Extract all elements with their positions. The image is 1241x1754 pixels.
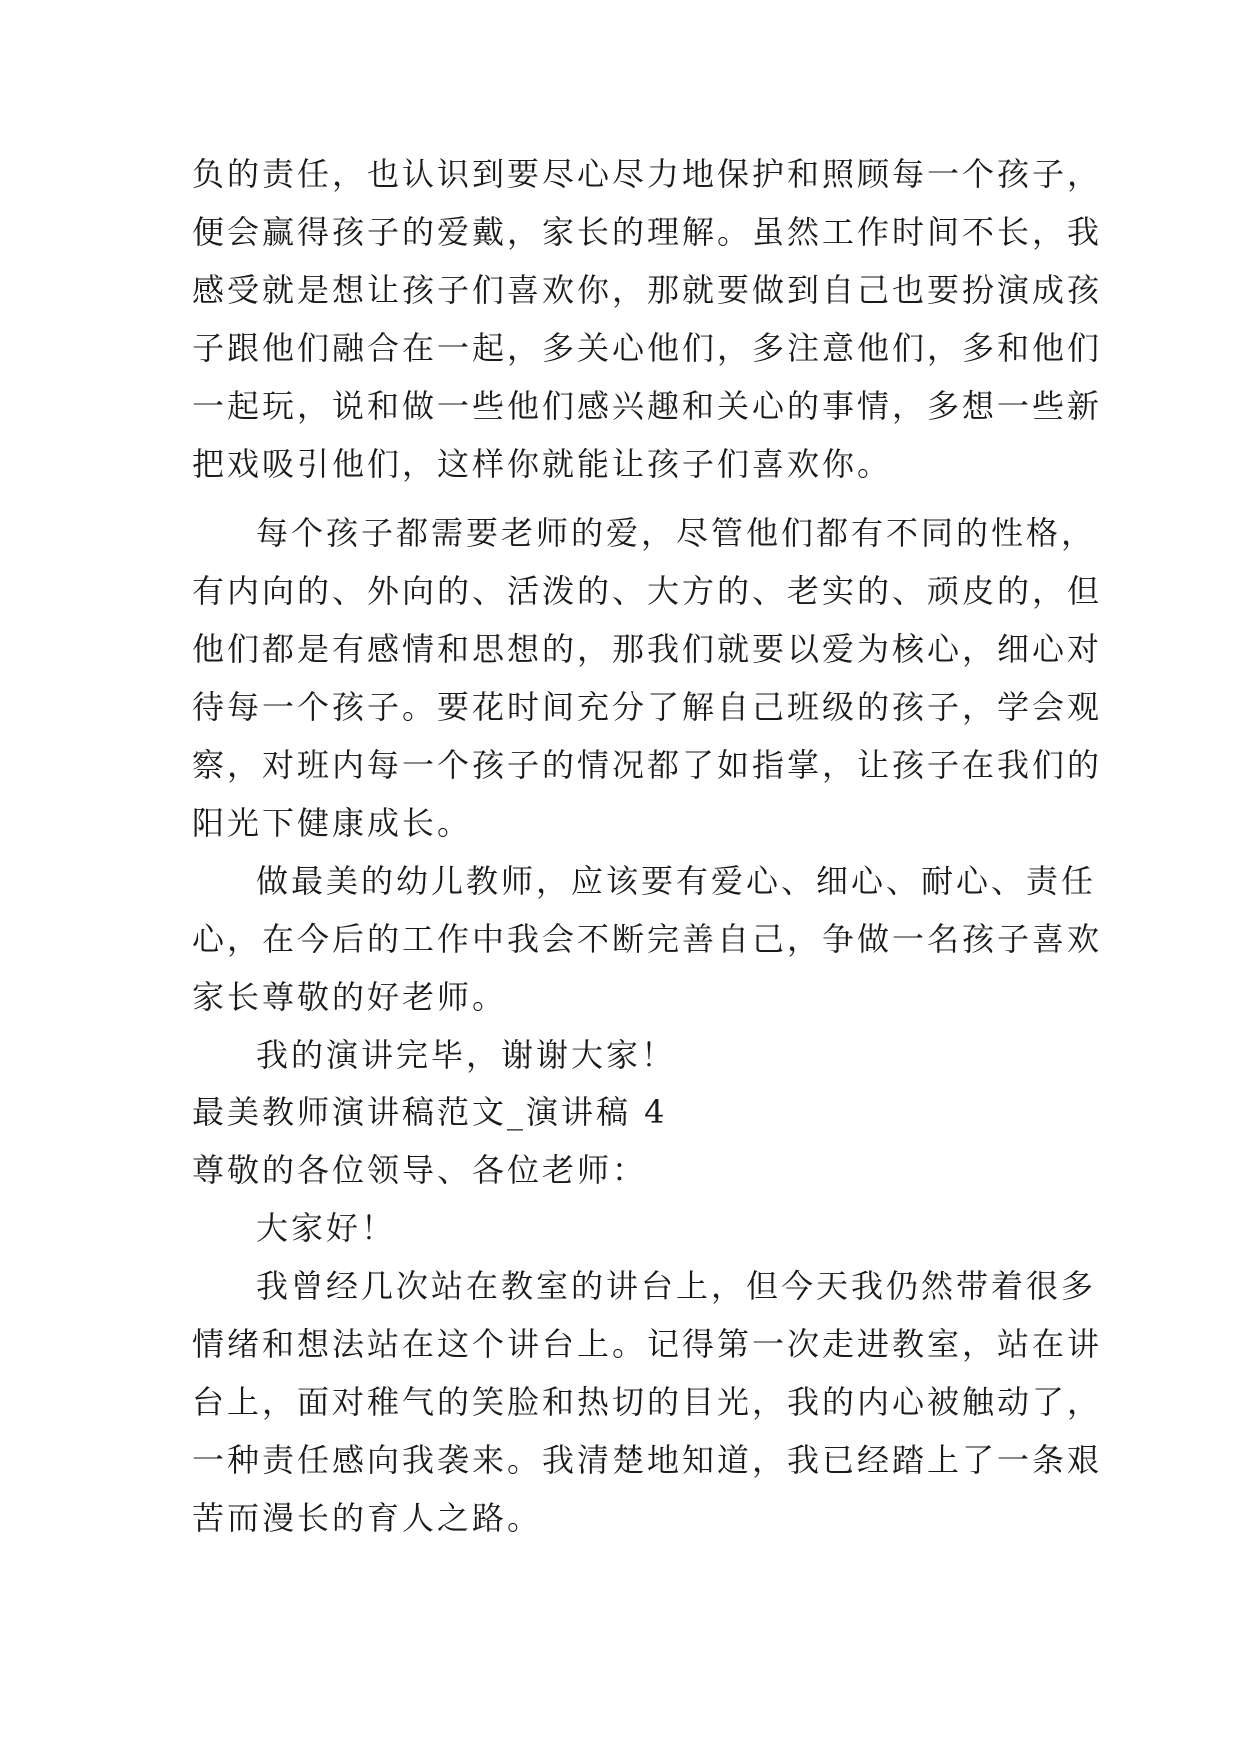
text-line: 他们都是有感情和思想的，那我们就要以爱为核心，细心对 [192, 630, 1103, 668]
text-line: 察，对班内每一个孩子的情况都了如指掌，让孩子在我们的 [192, 746, 1103, 784]
text-line: 子跟他们融合在一起，多关心他们，多注意他们，多和他们 [192, 329, 1103, 367]
closing-line: 我的演讲完毕，谢谢大家！ [256, 1036, 677, 1074]
text-line: 便会赢得孩子的爱戴，家长的理解。虽然工作时间不长，我 [192, 213, 1103, 251]
text-line: 一种责任感向我袭来。我清楚地知道，我已经踏上了一条艰 [192, 1441, 1103, 1479]
text-line: 心，在今后的工作中我会不断完善自己，争做一名孩子喜欢 [192, 920, 1103, 958]
text-line: 苦而漫长的育人之路。 [192, 1499, 543, 1537]
text-line: 家长尊敬的好老师。 [192, 978, 508, 1016]
paragraph-first-line: 每个孩子都需要老师的爱，尽管他们都有不同的性格， [256, 514, 1097, 552]
text-line: 感受就是想让孩子们喜欢你，那就要做到自己也要扮演成孩 [192, 271, 1103, 309]
salutation: 尊敬的各位领导、各位老师： [192, 1151, 648, 1189]
text-line: 台上，面对稚气的笑脸和热切的目光，我的内心被触动了， [192, 1383, 1103, 1421]
text-line: 负的责任，也认识到要尽心尽力地保护和照顾每一个孩子， [192, 155, 1103, 193]
greeting: 大家好！ [256, 1209, 397, 1247]
text-line: 待每一个孩子。要花时间充分了解自己班级的孩子，学会观 [192, 688, 1103, 726]
section-heading: 最美教师演讲稿范文_演讲稿 4 [192, 1093, 668, 1131]
text-line: 阳光下健康成长。 [192, 804, 473, 842]
paragraph-first-line: 我曾经几次站在教室的讲台上，但今天我仍然带着很多 [256, 1267, 1097, 1305]
text-line: 情绪和想法站在这个讲台上。记得第一次走进教室，站在讲 [192, 1325, 1103, 1363]
text-line: 把戏吸引他们，这样你就能让孩子们喜欢你。 [192, 445, 893, 483]
text-line: 一起玩，说和做一些他们感兴趣和关心的事情，多想一些新 [192, 387, 1103, 425]
paragraph-first-line: 做最美的幼儿教师，应该要有爱心、细心、耐心、责任 [256, 862, 1097, 900]
text-line: 有内向的、外向的、活泼的、大方的、老实的、顽皮的，但 [192, 572, 1103, 610]
